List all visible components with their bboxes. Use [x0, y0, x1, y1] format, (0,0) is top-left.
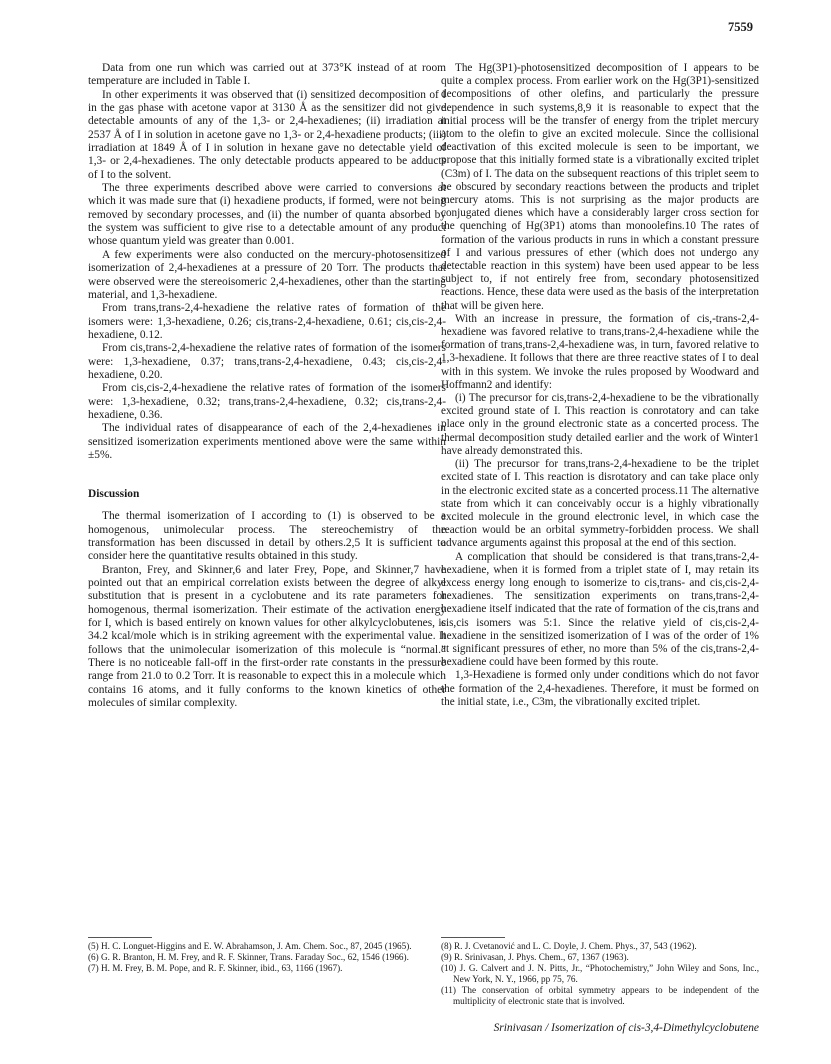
reference: (6) G. R. Branton, H. M. Frey, and R. F. Skinner, Trans. Faraday Soc., 62, 1546 (1966). [88, 951, 409, 962]
reference: (7) H. M. Frey, B. M. Pope, and R. F. Skinner, ibid., 63, 1166 (1967). [88, 962, 343, 973]
reference: (11) The conservation of orbital symmetry appears to be independent of the multiplicity of electronic state that is involved. [441, 984, 759, 1006]
paragraph: With an increase in pressure, the formation of cis,-trans-2,4-hexadiene was favored relative to trans,trans-2,4-hexadiene while the formation of trans,trans-2,4-hexadiene was, in turn, favored relative to 1,3-hexadiene. It follows that there are three reactive states of I to deal with in this system. We invoke the rules proposed by Woodward and Hoffmann2 and identify: [441, 312, 759, 391]
references-left [88, 941, 446, 974]
reference: (10) J. G. Calvert and J. N. Pitts, Jr., “Photochemistry,” John Wiley and Sons, Inc., New York, N. Y., 1966, pp 75, 76. [441, 962, 759, 984]
paragraph: From cis,cis-2,4-hexadiene the relative rates of formation of the isomers were: 1,3-hexadiene, 0.32; trans,trans-2,4-hexadiene, 0.32; cis,trans-2,4-hexadiene, 0.36. [88, 382, 446, 421]
paragraph: A complication that should be considered is that trans,trans-2,4-hexadiene, when it is formed from a triplet state of I, may retain its excess energy long enough to isomerize to cis,trans- and cis,cis-2,4-hexadienes. The sensitization experiments on trans,trans-2,4-hexadiene itself indicated that the rate of formation of the cis,trans and cis,cis isomers was 5:1. Since the relative yield of cis,cis-2,4-hexadiene in the sensitized isomerization of I was of the order of 1% at significant pressures of ether, no more than 5% of the cis,trans-2,4-hexadiene could have been formed by this route. [441, 550, 759, 669]
paragraph: Data from one run which was carried out at 373°K instead of at room temperature are included in Table I. [88, 62, 446, 88]
paragraph: (i) The precursor for cis,trans-2,4-hexadiene to be the vibrationally excited ground state of I. This reaction is conrotatory and can take place only in the ground electronic state as a concerted process. The thermal decomposition study detailed earlier and the work of Winter1 have already demonstrated this. [441, 392, 759, 457]
paragraph: The Hg(3P1)-photosensitized decomposition of I appears to be quite a complex process. From earlier work on the Hg(3P1)-sensitized decompositions of other olefins, and particularly the pressure dependence in such systems,8,9 it is reasonable to expect that the initial process will be the transfer of energy from the triplet mercury atom to the olefin to give an excited molecule. Since the collisional deactivation of this excited molecule is seen to be important, we propose that this initially formed state is a vibrationally excited triplet (C3m) of I. The data on the subsequent reactions of this triplet seem to be obscured by secondary reactions between the products and triplet mercury atoms. This is not surprising as the major products are conjugated dienes which have a considerably larger cross section for the quenching of Hg(3P1) atoms than monoolefins.10 The rates of formation of the various products in runs in which a constant pressure of I and various pressures of ether (which does not undergo any detectable reaction in this system) have been used appear to be less subject to, if not entirely free from, secondary photosensitized reactions. Hence, these data were used as the basis of the interpretation that will be given here. [441, 62, 759, 312]
footnote-rule [441, 937, 505, 938]
paragraph: From cis,trans-2,4-hexadiene the relative rates of formation of the isomers were: 1,3-hexadiene, 0.37; trans,trans-2,4-hexadiene, 0.43; cis,cis-2,4-hexadiene, 0.20. [88, 342, 446, 381]
left-column [88, 62, 446, 710]
right-column [441, 62, 759, 709]
running-footer: Srinivasan / Isomerization of cis-3,4-Dimethylcyclobutene [493, 1022, 759, 1034]
paragraph: A few experiments were also conducted on the mercury-photosensitized isomerization of 2,4-hexadienes at a pressure of 20 Torr. The products that were observed were the stereoisomeric 2,4-hexadienes, other than the starting material, and 1,3-hexadiene. [88, 248, 446, 301]
paragraph: 1,3-Hexadiene is formed only under conditions which do not favor the formation of the 2,4-hexadienes. Therefore, it must be formed on the initial state, i.e., C3m, the vibrationally excited triplet. [441, 669, 759, 708]
section-heading: Discussion [88, 488, 140, 501]
footnote-rule [88, 937, 152, 938]
page-number: 7559 [728, 20, 753, 34]
paragraph: The thermal isomerization of I according to (1) is observed to be a homogenous, unimolecular process. The stereochemistry of the transformation has been discussed in detail by others.2,5 It is sufficient to consider here the quantitative results obtained in this study. [88, 510, 446, 563]
paragraph: Branton, Frey, and Skinner,6 and later Frey, Pope, and Skinner,7 have pointed out that an empirical correlation exists between the degree of alkyl substitution that is present in a cyclobutene and its rate parameters for homogenous, thermal isomerization. Their estimate of the activation energy for I, which is based entirely on known values for other alkylcyclobutenes, is 34.2 kcal/mole which is in striking agreement with the experimental value. It follows that the unimolecular isomerization of this molecule is “normal.” There is no noticeable fall-off in the first-order rate constants in the pressure range from 21.0 to 0.2 Torr. It is reasonable to expect this in a molecule which contains 16 atoms, and it fully conforms to the known kinetics of other molecules of similar complexity. [88, 563, 446, 710]
paragraph: The individual rates of disappearance of each of the 2,4-hexadienes in sensitized isomerization experiments mentioned above were the same within ±5%. [88, 422, 446, 461]
paragraph: In other experiments it was observed that (i) sensitized decomposition of I in the gas phase with acetone vapor at 3130 Å as the sensitizer did not give detectable amounts of any of the 1,3- or 2,4-hexadienes; (ii) irradiation at 2537 Å of I in solution in acetone gave no 1,3- or 2,4-hexadiene products; (iii) irradiation at 1849 Å of I in solution in hexane gave no detectable yield of 1,3- or 2,4-hexadienes. The only detectable products appeared to be adducts of I to the solvent. [88, 88, 446, 181]
reference: (8) R. J. Cvetanović and L. C. Doyle, J. Chem. Phys., 37, 543 (1962). [441, 941, 697, 951]
paragraph: (ii) The precursor for trans,trans-2,4-hexadiene to be the triplet excited state of I. This reaction is disrotatory and can take place only in the electronic excited state as a concerted process.11 The alternative state from which it can conceivably occur is a highly vibrationally excited molecule in the ground electronic level, in which case the reaction would be an orbital symmetry-forbidden process. We shall advance arguments against this proposal at the end of this section. [441, 458, 759, 550]
paragraph: The three experiments described above were carried to conversions at which it was made sure that (i) hexadiene products, if formed, were not being removed by secondary processes, and (ii) the number of quanta absorbed by the system was sufficient to give rise to a detectable amount of any product whose quantum yield was greater than 0.001. [88, 182, 446, 248]
reference: (5) H. C. Longuet-Higgins and E. W. Abrahamson, J. Am. Chem. Soc., 87, 2045 (1965). [88, 941, 412, 951]
reference: (9) R. Srinivasan, J. Phys. Chem., 67, 1367 (1963). [441, 951, 629, 962]
paragraph: From trans,trans-2,4-hexadiene the relative rates of formation of the isomers were: 1,3-hexadiene, 0.26; cis,trans-2,4-hexadiene, 0.61; cis,cis-2,4-hexadiene, 0.12. [88, 302, 446, 341]
references-right [441, 941, 759, 1006]
